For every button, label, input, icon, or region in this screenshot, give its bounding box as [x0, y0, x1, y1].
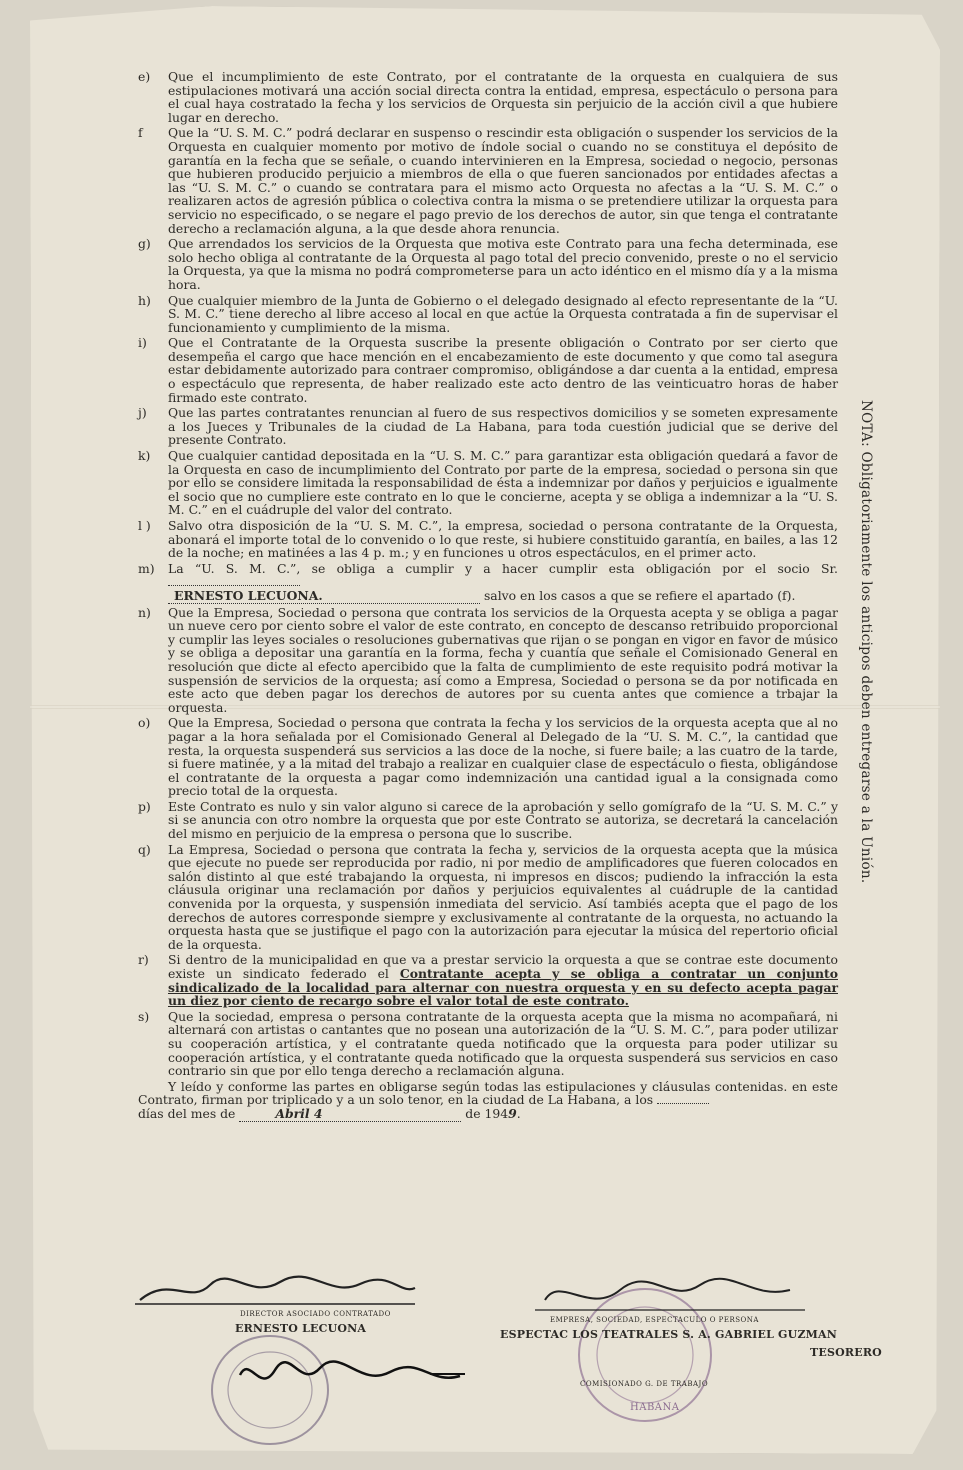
contract-clauses [138, 70, 838, 1124]
socio-name-field: ERNESTO LECUONA. [168, 589, 480, 604]
year-field: 9 [508, 1105, 517, 1121]
lecuona-signature-icon [130, 1270, 420, 1310]
clause-k: k) Que cualquier cantidad depositada en la “U. S. M. C.” para garantizar esta obligación quedará a favor de la Orquesta en caso de incumplimiento del Contrato por parte de la empresa, sociedad o persona sin que por ello se considere limitada la responsabilidad de ésta a indemnizar por daños y perjuicios e igualmente el socio que no cumpliere este contrato en lo que le concierne, acepta y se obliga a indemnizar a la “U. S. M. C.” en el cuádruple del valor del contrato. [138, 448, 838, 518]
clause-i: i) Que el Contratante de la Orquesta suscribe la presente obligación o Contrato por ser cierto que desempeña el cargo que hace mención en el encabezamiento de este documento y que como tal asegura estar debidamente autorizado para contraer compromiso, obligándose a dar cuenta a la entidad, empresa o espectáculo que representa, de haber realizado este acto dentro de las veinticuatro horas de haber firmado este contrato. [138, 335, 838, 405]
socio-fill-line [168, 585, 300, 586]
clause-f: f Que la “U. S. M. C.” podrá declarar en suspenso o rescindir esta obligación o suspender los servicios de la Orquesta en cualquier momento por motivo de índole social o cuando no se constituya el depósito de garantía en la fecha que se señale, o cuando intervinieren en la Empresa, sociedad o negocio, personas que hubieren producido perjuicio a miembros de ella o que fueren sancionados por entidades afectas a las “U. S. M. C.” o cuando se contratara para el mismo acto Orquesta no afectas a la “U. S. M. C.” o realizaren actos de agresión pública o colectiva contra la misma o se pretendiere utilizar la orquesta para servicio no especificado, o se negare el pago previo de los derechos de autor, sin que tenga el contratante derecho a reclamación alguna, a la que desde ahora renuncia. [138, 125, 838, 236]
clause-m: m) La “U. S. M. C.”, se obliga a cumplir y a hacer cumplir esta obligación por el socio Sr. ERNESTO LECUONA. salvo en los casos a que se refiere el apartado (f). [138, 560, 838, 603]
day-field [657, 1103, 709, 1104]
clause-e: e) Que el incumplimiento de este Contrato, por el contratante de la orquesta en cualquiera de sus estipulaciones motivará una acción social directa contra la entidad, empresa, espectáculo o persona para el cual haya costratado la fecha y los servicios de Orquesta sin perjuicio de la acción civil a que hubiere lugar en derecho. [138, 69, 838, 125]
clause-r-underlined: Contratante acepta y se obliga a contratar un conjunto sindicalizado de la localidad para alternar con nuestra orquesta y en su defecto acepta pagar un diez por ciento de recargo sobre el valor total de este contrato. [168, 966, 838, 1009]
clause-j: j) Que las partes contratantes renuncian al fuero de sus respectivos domicilios y se someten expresamente a los Jueces y Tribunales de la ciudad de La Habana, para toda cuestión judicial que se derive del presente Contrato. [138, 405, 838, 448]
clause-l: l ) Salvo otra disposición de la “U. S. M. C.”, la empresa, sociedad o persona contratante de la Orquesta, abonará el importe total de lo convenido o lo que reste, si hubiere constituido garantía, en bailes, a las 12 de la noche; en matinées a las 4 p. m.; y en funciones u otros espectáculos, en el primer acto. [138, 518, 838, 561]
right-signature-name: ESPECTAC LOS TEATRALES S. A. GABRIEL GUZMAN [500, 1328, 838, 1341]
commissioner-caption: COMISIONADO G. DE TRABAJO [580, 1380, 709, 1388]
right-signature-title: TESORERO [810, 1346, 882, 1359]
clause-n: n) Que la Empresa, Sociedad o persona que contrata los servicios de la Orquesta acepta y se obliga a pagar un nueve cero por ciento sobre el valor de este contrato, en concepto de descanso retribuido proporcional y cumplir las leyes sociales o resoluciones gubernativas que rijan o se pongan en vigor en favor de músico y se obliga a depositar una garantía en la forma, fecha y cuantía que señale el Comisionado General en resolución que dicte al efecto apercibido que la falta de cumplimiento de este requisito podrá motivar la suspensión de servicios de la orquesta; así como a Empresa, Sociedad o persona se da por notificada en este acto que deben pagar los derechos de autores por su cuenta antes que comience a trbajar la orquesta. [138, 604, 838, 715]
clause-h: h) Que cualquier miembro de la Junta de Gobierno o el delegado designado al efecto representante de la “U. S. M. C.” tiene derecho al libre acceso al local en que actúe la Orquesta contratada a fin de supervisar el funcionamiento y cumplimiento de la misma. [138, 292, 838, 335]
nota-sidebar: NOTA: Obligatoriamente los anticipos deben entregarse a la Unión. [858, 400, 874, 884]
clause-p: p) Este Contrato es nulo y sin valor alguno si carece de la aprobación y sello gomígrafo de la “U. S. M. C.” y si se anuncia con otro nombre la orquesta que por este Contrato se autoriza, se decretará la cancelación del mismo en perjuicio de la empresa o persona que lo suscribe. [138, 798, 838, 842]
clause-o: o) Que la Empresa, Sociedad o persona que contrata la fecha y los servicios de la orquesta acepta que al no pagar a la hora señalada por el Comisionado General al Delegado de la “U. S. M. C.”, la cantidad que resta, la orquesta suspenderá sus servicios a las doce de la noche, si fuere baile; a las cuatro de la tarde, si fuere matinée, y a la mitad del trabajo a realizar en cualquier clase de espectáculo o fiesta, obligándose el contratante de la orquesta a pagar como indemnización una cantidad igual a la consignada como precio total de la orquesta. [138, 715, 838, 799]
right-signature-caption: EMPRESA, SOCIEDAD, ESPECTACULO O PERSONA [550, 1316, 759, 1324]
clause-q: q) La Empresa, Sociedad o persona que contrata la fecha y, servicios de la orquesta acepta que la música que ejecute no puede ser reproducida por radio, ni por medio de amplificadores que fueren colocados en salón distinto al que esté trabajando la orquesta, ni impresos en discos; pudiendo la infracción la esta cláusula originar una reclamación por daños y perjuicios equivalentes al cuádruple de la cantidad convenida por la orquesta, y suspensión inmediata del servicio. Así tambiés acepta que el pago de los derechos de autores corresponde siempre y exclusivamente al contratante de la orquesta, no actuando la orquesta hasta que se justifique el pago con la autorización para ejecutar la música del repertorio oficial de la orquesta. [138, 841, 838, 952]
clause-g: g) Que arrendados los servicios de la Orquesta que motiva este Contrato para una fecha determinada, ese solo hecho obliga al contratante de la Orquesta al pago total del precio convenido, preste o no el servicio la Orquesta, ya que la misma no podrá comprometerse para un acto idéntico en el mismo día y a la misma hora. [138, 236, 838, 292]
stamp-city: HABANA [630, 1402, 680, 1413]
signature-area [120, 1270, 880, 1440]
month-field: Abril 4 [239, 1107, 461, 1122]
left-signature-name: ERNESTO LECUONA [235, 1322, 367, 1335]
closing-paragraph: Y leído y conforme las partes en obligarse según todas las estipulaciones y cláusulas contenidas. en este Contrato, firman por triplicado y a un solo tenor, en la ciudad de La Habana, a los días del mes de Abril 4 de 1949. [138, 1078, 838, 1121]
clause-r: r) Si dentro de la municipalidad en que va a prestar servicio la orquesta a que se contrae este documento existe un sindicato federado el Contratante acepta y se obliga a contratar un conjunto sindicalizado de la localidad para alternar con nuestra orquesta y en su defecto acepta pagar un diez por ciento de recargo sobre el valor total de este contrato. [138, 952, 838, 1009]
second-signature-icon [230, 1350, 490, 1400]
guzman-signature-icon [530, 1270, 810, 1320]
left-signature-caption: DIRECTOR ASOCIADO CONTRATADO [240, 1310, 391, 1318]
clause-s: s) Que la sociedad, empresa o persona contratante de la orquesta acepta que la misma no acompañará, ni alternará con artistas o cantantes que no posean una autorización de la “U. S. M. C.”, para poder utilizar su cooperación artística, y el contratante queda notificado que la orquesta para poder utilizar su cooperación artística, y el contratante queda notificado que la orquesta suspenderá sus servicios en caso contrario sin que por ello tenga derecho a reclamación alguna. [138, 1008, 838, 1079]
